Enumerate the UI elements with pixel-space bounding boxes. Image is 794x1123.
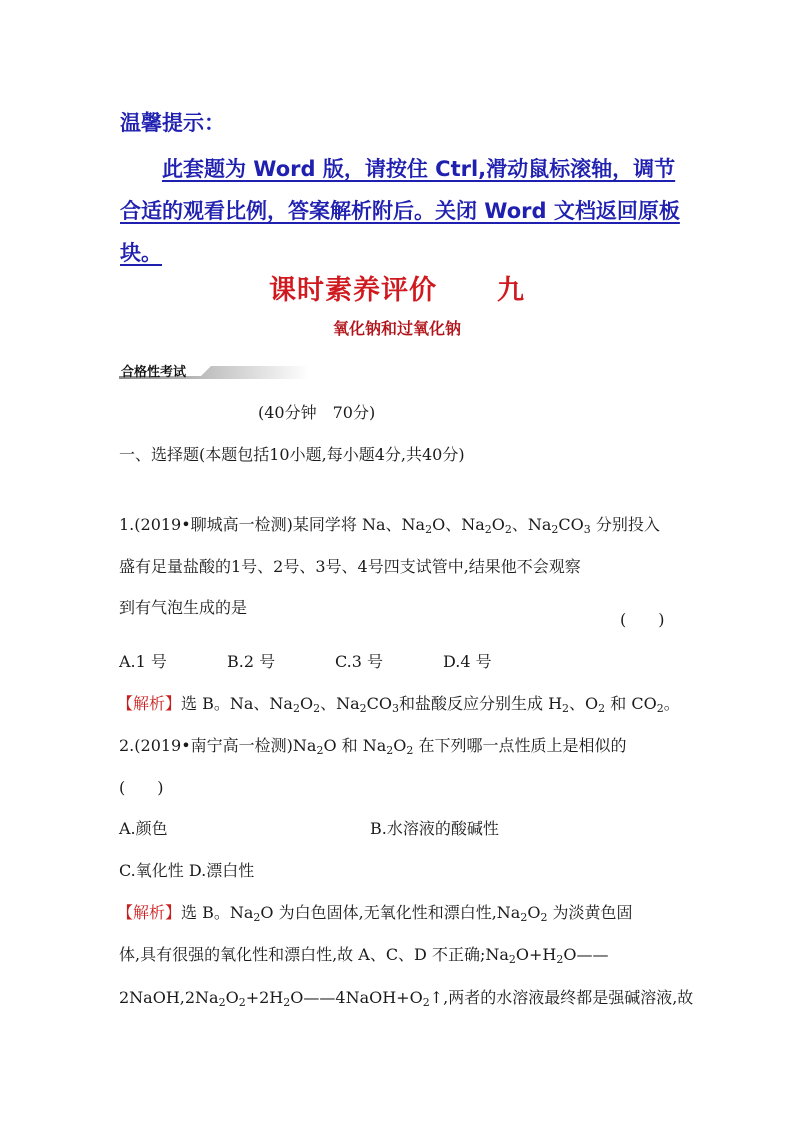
lesson-subtitle: 氧化钠和过氧化钠 [332, 319, 461, 338]
q2-option-b: B.水溶液的酸碱性 [370, 819, 499, 838]
tip-body [120, 148, 680, 274]
q2-answer-blank: ( ) [119, 778, 164, 797]
tip-title: 温馨提示： [120, 111, 225, 135]
q1-stem-line-1: 1.(2019•聊城高一检测)某同学将 Na、$Na_2O$、$Na_2O_2$、$Na_2CO_3$ 分别投入 [119, 515, 660, 536]
q1-explanation: 【解析】选 B。Na、$Na_2O_2$、$Na_2CO_3$和盐酸反应分别生成 $H_2$、$O_2$ 和 $CO_2$。 [117, 694, 680, 715]
q2-explanation-line-1: 【解析】选 B。$Na_2O$ 为白色固体,无氧化性和漂白性$,Na_2O_2$ 为淡黄色固 [117, 903, 633, 924]
q2-explanation-line-2: 体,具有很强的氧化性和漂白性,故 A、C、D 不正确$;Na_2O+H_2O——$ [119, 945, 609, 966]
q1-option-c: C.3 号 [335, 652, 384, 671]
q2-option-a: A.颜色 [119, 819, 168, 838]
section-1-heading: 一、选择题(本题包括10小题,每小题4分,共40分) [119, 445, 465, 464]
q1-answer-blank: ( ) [620, 610, 665, 629]
q2-explanation-tag: 【解析】 [117, 903, 182, 922]
lesson-title: 课时素养评价 九 [269, 275, 525, 306]
q2-stem: 2.(2019•南宁高一检测)$Na_2O$ 和 $Na_2O_2$ 在下列哪一点性质上是相似的 [119, 736, 627, 757]
q1-options [119, 649, 551, 672]
time-score: (40分钟 70分) [258, 403, 376, 422]
q1-stem-line-2: 盛有足量盐酸的1号、2号、3号、4号四支试管中,结果他不会观察 [119, 557, 581, 576]
q1-stem-line-3: 到有气泡生成的是 [119, 598, 248, 617]
q1-option-a: A.1 号 [119, 652, 167, 671]
q1-explanation-tag: 【解析】 [117, 694, 182, 713]
tip-line-3: 块。 [120, 241, 162, 265]
q2-explanation-line-3: $2NaOH,2Na_2O_2+2H_2O——4NaOH+O_2↑$,两者的水溶液最终都是强碱溶液,故 [119, 988, 694, 1009]
tip-line-2: 合适的观看比例，答案解析附后。关闭 Word 文档返回原板 [120, 199, 680, 223]
tip-line-1: 此套题为 Word 版，请按住 Ctrl,滑动鼠标滚轴，调节 [162, 157, 676, 181]
section-label: 合格性考试 [121, 365, 187, 380]
lesson-number: 九 [497, 275, 525, 306]
q1-option-b: B.2 号 [227, 652, 276, 671]
q2-options-cd: C.氧化性 D.漂白性 [119, 861, 255, 880]
section-header [119, 360, 309, 380]
q1-option-d: D.4 号 [443, 652, 492, 671]
